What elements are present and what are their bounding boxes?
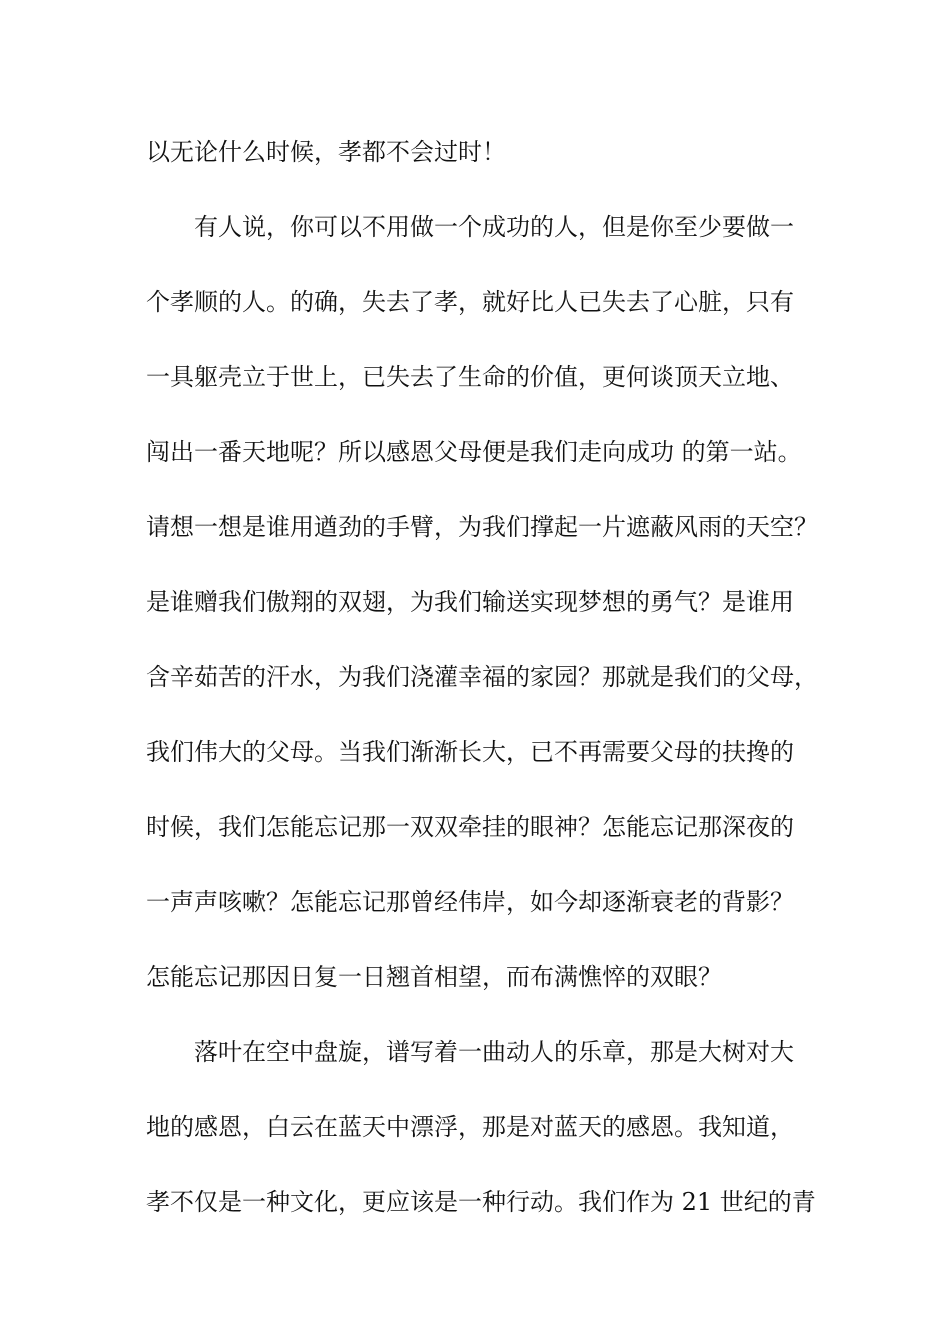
text-line-1: 以无论什么时候，孝都不会过时！	[146, 138, 506, 166]
text-line-4: 一具躯壳立于世上，已失去了生命的价值，更何谈顶天立地、	[146, 363, 794, 391]
text-line-11: 一声声咳嗽？怎能忘记那曾经伟岸，如今却逐渐衰老的背影？	[146, 888, 794, 916]
text-line-7: 是谁赠我们傲翔的双翅，为我们输送实现梦想的勇气？是谁用	[146, 588, 794, 616]
text-line-14: 地的感恩，白云在蓝天中漂浮，那是对蓝天的感恩。我知道，	[146, 1113, 794, 1141]
text-line-9: 我们伟大的父母。当我们渐渐长大，已不再需要父母的扶搀的	[146, 738, 794, 766]
text-line-2: 有人说，你可以不用做一个成功的人，但是你至少要做一	[194, 213, 794, 241]
text-line-5: 闯出一番天地呢？所以感恩父母便是我们走向成功 的第一站。	[146, 438, 802, 466]
text-line-10: 时候，我们怎能忘记那一双双牵挂的眼神？怎能忘记那深夜的	[146, 813, 794, 841]
text-line-6: 请想一想是谁用遒劲的手臂，为我们撑起一片遮蔽风雨的天空？	[146, 513, 818, 541]
text-line-12: 怎能忘记那因日复一日翘首相望，而布满憔悴的双眼？	[146, 963, 722, 991]
text-line-8: 含辛茹苦的汗水，为我们浇灌幸福的家园？那就是我们的父母，	[146, 663, 818, 691]
text-line-3: 个孝顺的人。的确，失去了孝，就好比人已失去了心脏，只有	[146, 288, 794, 316]
text-line-13: 落叶在空中盘旋，谱写着一曲动人的乐章，那是大树对大	[194, 1038, 794, 1066]
text-line-15: 孝不仅是一种文化，更应该是一种行动。我们作为 21 世纪的青	[146, 1188, 816, 1216]
